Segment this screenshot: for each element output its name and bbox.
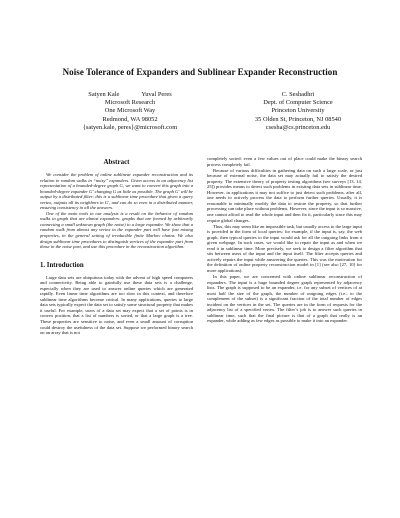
author-address-2: Redmond, WA 98052 [102, 115, 158, 123]
body-paragraph: Thus, this may seem like an impossible task, but usually access to the large input is provided in the form of local queries: for example, if the input is, say, the web graph, then typical queries to the input would ask for all the outgoing links from a given webpage. In such cases, we would like to repair the input as and when we read it in sublinear time. More precisely, we seek to design a filter algorithm that sits between users of the input and the input itself. The filter accepts queries and actively repairs the input while answering the queries. This was the motivation for the definition of online property reconstruction model in [1] (see also [27, 10] for more applications). [207, 223, 362, 273]
abstract-paragraph: One of the main tools in our analysis is a result on the behavior of random walks in graph that are almost expanders: graphs that are formed by arbitrarily connecting a small unknown graph (the noise) to a large expander. We show that a random walk from almost any vertex in the expander part will have fast mixing properties, in the general setting of irreducible finite Markov chains. We also design sublinear time procedures to distinguish vertices of the expander part from those in the noise part, and use this procedure in the reconstruction algorithm. [40, 210, 193, 250]
right-column [207, 156, 362, 324]
left-column [40, 158, 193, 336]
paper-title: Noise Tolerance of Expanders and Sublinear Expander Reconstruction [62, 67, 338, 77]
author-left [40, 91, 220, 132]
author-email: {satyen.kale, peres}@microsoft.com [82, 123, 178, 131]
introduction-body [40, 275, 193, 336]
author-affiliation-2: Dept. of Computer Science [263, 99, 333, 107]
body-paragraph: Because of various difficulties in gathering data on such a large scale, or just because of external noise, the data set may actually fail to satisfy the desired property. The extensive theory of property testing algorithms (see surveys [13, 14, 25]) provides means to detect such problems in existing data sets in sublinear time. However, in applications it may not suffice to just detect such problems, after all, one needs to actively process the data to perform further queries. Usually, it is reasonable to minimally modify the data to restore the property, so that further processing can take place without problems. However, since the input is so massive, one cannot afford to read the whole input and then fix it, particularly since this may require global changes. [207, 167, 362, 223]
body-paragraph: Large data sets are ubiquitous today with the advent of high speed computers and connectivity. Being able to gainfully use these data sets is a challenge, especially when they are used to answer online queries which are generated rapidly. Even linear time algorithms are too slow in this context, and therefore sublinear time algorithms become critical. In many applications, queries to large data sets typically expect the data set to satisfy some structural property that makes it useful. For example, users of a data set may expect that a set of points is in convex position, that a list of numbers is sorted, or that a large graph is a tree. These properties are sensitive to noise, and even a small amount of corruption could destroy the usefulness of the data set. Suppose we performed binary search on an array that is not [40, 274, 193, 336]
abstract-heading: Abstract [103, 158, 130, 166]
author-address-1: One Microsoft Way [104, 107, 156, 115]
author-name-3: C. Seshadhri [281, 91, 315, 98]
abstract-paragraph: We consider the problem of online sublinear expander reconstruction and its relation to random walks in “noisy” expanders. Given access to an adjacency list representation of a bounded-degree graph G, we want to convert this graph into a bounded-degree expander G′ changing G as little as possible. The graph G′ will be output by a distributed filter: this is a sublinear time procedure that given a query vertex, outputs all its neighbors in G′, and can do so even in a distributed manner, ensuring consistency in all the answers. [40, 172, 193, 211]
author-right [228, 91, 368, 132]
body-paragraph: completely sorted: even a few values out of place could make the binary search process completely fail. [207, 156, 362, 167]
author-university: Princeton University [271, 107, 325, 115]
author-affiliation: Microsoft Research [104, 99, 156, 107]
body-paragraph: In this paper, we are concerned with online sublinear reconstruction of expanders. The input is a huge bounded degree graph represented by adjacency lists. The graph is supposed to be an expander, i.e. for any subset of vertices of at most half the size of the graph, the number of outgoing edges (i.e., to the complement of the subset) is a significant fraction of the total number of edges incident on the vertices in the set. The queries are in the form of requests for the adjacency list of a specified vertex. The filter’s job is to answer such queries in sublinear time, such that the final picture is that of a graph that really is an expander, while adding as few edges as possible to make it into an expander. [207, 273, 362, 324]
abstract-body [40, 172, 193, 250]
author-name-1: Satyen Kale [88, 91, 120, 98]
author-name-2: Yuval Peres [141, 91, 172, 98]
author-email-2: csesha@cs.princeton.edu [265, 123, 331, 131]
section-heading-introduction: 1. Introduction [40, 261, 84, 269]
author-address-3: 35 Olden St, Princeton, NJ 08540 [254, 115, 342, 123]
